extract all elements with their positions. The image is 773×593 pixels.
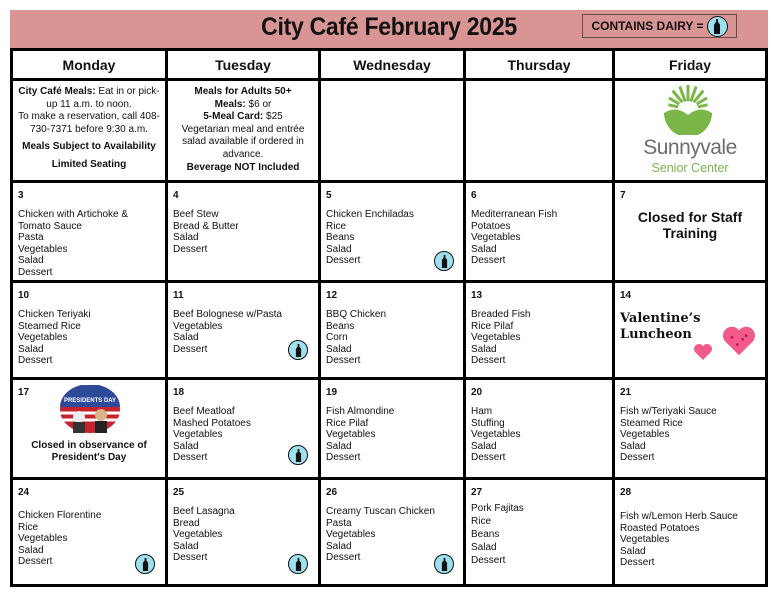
menu-item: Chicken with Artichoke & [18, 209, 129, 220]
special-event-line: Valentine’s [620, 311, 701, 326]
logo-name: Sunnyvale [643, 136, 737, 159]
menu-item: Salad [326, 540, 352, 552]
info-cell-meals [13, 81, 168, 183]
menu-item: Tomato Sauce [18, 220, 82, 232]
menu-item: Vegetables [173, 529, 223, 541]
menu-item: Fish w/Lemon Herb Sauce [620, 511, 738, 522]
day-number: 5 [326, 190, 332, 201]
day-cell [615, 380, 765, 480]
day-cell [615, 183, 765, 283]
day-cell [168, 380, 321, 480]
menu-item: Chicken Florentine [18, 510, 102, 521]
menu-list [471, 502, 524, 567]
menu-item: Bread & Butter [173, 220, 239, 232]
menu-item: Salad [620, 440, 646, 452]
menu-item: Dessert [173, 552, 208, 564]
menu-item: Beef Meatloaf [173, 406, 235, 417]
day-number: 26 [326, 487, 338, 498]
menu-item: Dessert [471, 555, 506, 566]
menu-item: Beans [326, 232, 355, 244]
menu-item: Breaded Fish [471, 309, 531, 320]
info-text: Beverage NOT Included [186, 161, 300, 173]
menu-item: Salad [18, 343, 44, 355]
day-number: 28 [620, 487, 632, 498]
menu-item: Steamed Rice [18, 320, 81, 332]
menu-item: Salad [471, 343, 497, 355]
info-text: Meals Subject to Availability [22, 141, 156, 153]
menu-list [18, 309, 91, 367]
menu-item: Vegetables [471, 232, 521, 244]
menu-item: Vegetables [326, 529, 376, 541]
heart-icon [693, 343, 713, 361]
menu-item: Potatoes [471, 220, 511, 232]
presidents-day-graphic [59, 385, 121, 440]
menu-item: Vegetables [326, 429, 376, 441]
menu-list [173, 209, 239, 255]
day-cell [466, 183, 615, 283]
menu-item: Dessert [326, 355, 361, 367]
menu-list [471, 406, 521, 464]
menu-item: Salad [173, 440, 199, 452]
info-cell-pricing [168, 81, 321, 183]
menu-item: Rice [18, 521, 39, 533]
menu-item: BBQ Chicken [326, 309, 387, 320]
info-label: Meals: [214, 98, 246, 110]
menu-item: Pasta [18, 232, 44, 244]
menu-item: Ham [471, 406, 493, 417]
day-cell [168, 480, 321, 584]
menu-list [620, 406, 717, 464]
day-cell [466, 380, 615, 480]
day-number: 19 [326, 387, 338, 398]
weekday-header-thursday: Thursday [466, 51, 615, 81]
menu-item: Rice Pilaf [326, 417, 369, 429]
menu-item: Fish Almondine [326, 406, 395, 417]
sunnyvale-logo-cell [615, 81, 765, 183]
menu-item: Beef Bolognese w/Pasta [173, 309, 282, 320]
menu-item: Vegetables [173, 320, 223, 332]
day-cell [466, 480, 615, 584]
sun-logo-icon [660, 83, 716, 135]
day-number: 4 [173, 190, 179, 201]
menu-item: Salad [471, 243, 497, 255]
menu-item: Vegetables [18, 533, 68, 545]
day-number: 21 [620, 387, 632, 398]
day-cell [321, 183, 466, 283]
menu-item: Beef Lasagna [173, 506, 235, 517]
menu-item: Salad [18, 255, 44, 267]
info-text: $6 or [245, 98, 272, 110]
day-number: 14 [620, 290, 632, 301]
menu-item: Dessert [620, 557, 655, 569]
weekday-header-tuesday: Tuesday [168, 51, 321, 81]
milk-bottle-icon [135, 554, 155, 574]
day-cell [13, 480, 168, 584]
day-cell [615, 480, 765, 584]
day-cell [321, 380, 466, 480]
menu-item: Dessert [18, 266, 53, 278]
menu-item: Dessert [18, 355, 53, 367]
menu-item: Roasted Potatoes [620, 522, 700, 534]
menu-list [18, 510, 101, 568]
menu-item: Dessert [620, 452, 655, 464]
weekday-header-wednesday: Wednesday [321, 51, 466, 81]
menu-item: Stuffing [471, 417, 505, 429]
menu-list [326, 309, 386, 367]
menu-list [620, 511, 738, 569]
menu-item: Creamy Tuscan Chicken [326, 506, 435, 517]
day-number: 27 [471, 487, 483, 498]
info-text: Limited Seating [51, 158, 127, 170]
day-number: 12 [326, 290, 338, 301]
day-number: 10 [18, 290, 30, 301]
menu-item: Dessert [173, 243, 208, 255]
day-cell [13, 183, 168, 283]
logo-subtitle: Senior Center [651, 161, 729, 175]
day-cell [321, 283, 466, 380]
menu-item: Salad [326, 440, 352, 452]
menu-item: Mediterranean Fish [471, 209, 558, 220]
menu-list [173, 309, 282, 355]
menu-item: Chicken Enchiladas [326, 209, 414, 220]
menu-item: Vegetables [18, 332, 68, 344]
valentines-luncheon-title [620, 311, 701, 343]
menu-item: Dessert [173, 343, 208, 355]
day-number: 17 [18, 387, 30, 398]
closed-notice: Closed for Staff Training [637, 209, 743, 241]
day-cell [168, 283, 321, 380]
menu-item: Mashed Potatoes [173, 417, 251, 429]
milk-bottle-icon [288, 445, 308, 465]
presidents-day-banner-text: PRESIDENTS DAY [63, 398, 117, 404]
milk-bottle-icon [434, 251, 454, 271]
menu-item: Fish w/Teriyaki Sauce [620, 406, 717, 417]
menu-item: Pork Fajitas [471, 503, 524, 514]
info-text: To make a reservation, call 408-730-7371 before 9:30 a.m. [18, 111, 160, 135]
menu-item: Steamed Rice [620, 417, 683, 429]
empty-cell [466, 81, 615, 183]
menu-list [471, 309, 530, 367]
menu-list [471, 209, 557, 267]
day-number: 13 [471, 290, 483, 301]
day-cell [615, 283, 765, 380]
menu-item: Dessert [18, 556, 53, 568]
menu-item: Dessert [471, 452, 506, 464]
heart-icon [721, 325, 757, 357]
info-label: 5-Meal Card: [203, 111, 264, 123]
empty-cell [321, 81, 466, 183]
menu-item: Salad [173, 232, 199, 244]
milk-bottle-icon [288, 554, 308, 574]
menu-item: Rice Pilaf [471, 320, 514, 332]
menu-item: Salad [326, 243, 352, 255]
info-text: $25 [263, 111, 283, 123]
menu-item: Dessert [326, 452, 361, 464]
day-number: 6 [471, 190, 477, 201]
menu-item: Corn [326, 332, 348, 344]
menu-item: Vegetables [620, 534, 670, 546]
menu-item: Beans [326, 320, 355, 332]
menu-list [18, 209, 128, 279]
menu-list [326, 209, 414, 267]
dairy-legend [582, 14, 737, 38]
day-cell [168, 183, 321, 283]
day-number: 18 [173, 387, 185, 398]
menu-item: Salad [471, 542, 497, 553]
menu-item: Dessert [471, 355, 506, 367]
menu-item: Rice [471, 516, 492, 527]
milk-bottle-icon [707, 16, 728, 37]
info-heading: Meals for Adults 50+ [194, 86, 292, 97]
day-number: 25 [173, 487, 185, 498]
menu-list [173, 406, 251, 464]
dairy-legend-label: CONTAINS DAIRY = [591, 19, 704, 33]
menu-list [326, 406, 394, 464]
day-cell [13, 380, 168, 480]
menu-item: Chicken Teriyaki [18, 309, 91, 320]
closed-notice [13, 440, 165, 464]
menu-item: Salad [326, 343, 352, 355]
weekday-header-friday: Friday [615, 51, 765, 81]
menu-item: Vegetables [620, 429, 670, 441]
closed-notice-line: President's Day [51, 452, 127, 463]
info-text: Vegetarian meal and entrée salad available if ordered in advance. [181, 123, 305, 160]
menu-item: Salad [18, 544, 44, 556]
menu-item: Salad [620, 545, 646, 557]
menu-item: Dessert [326, 552, 361, 564]
sunnyvale-logo [615, 81, 765, 180]
day-cell [321, 480, 466, 584]
day-number: 7 [620, 190, 626, 201]
milk-bottle-icon [288, 340, 308, 360]
menu-item: Vegetables [173, 429, 223, 441]
day-number: 3 [18, 190, 24, 201]
day-number: 20 [471, 387, 483, 398]
menu-item: Rice [326, 220, 347, 232]
menu-item: Salad [173, 540, 199, 552]
menu-item: Salad [173, 332, 199, 344]
menu-item: Dessert [326, 255, 361, 267]
menu-list [326, 506, 435, 564]
menu-item: Beef Stew [173, 209, 219, 220]
page-title: City Café February 2025 [261, 13, 517, 41]
menu-item: Dessert [173, 452, 208, 464]
calendar-grid [10, 48, 768, 587]
menu-item: Bread [173, 517, 200, 529]
menu-item: Vegetables [471, 332, 521, 344]
menu-item: Salad [471, 440, 497, 452]
milk-bottle-icon [434, 554, 454, 574]
info-label: City Café Meals: [18, 86, 96, 97]
closed-notice-line: Closed in observance of [31, 440, 147, 451]
day-number: 24 [18, 487, 30, 498]
weekday-header-monday: Monday [13, 51, 168, 81]
menu-item: Vegetables [471, 429, 521, 441]
menu-item: Pasta [326, 517, 352, 529]
title-banner [10, 10, 768, 48]
menu-list [173, 506, 235, 564]
menu-item: Vegetables [18, 243, 68, 255]
day-cell [466, 283, 615, 380]
day-number: 11 [173, 290, 184, 301]
menu-item: Dessert [471, 255, 506, 267]
day-cell [13, 283, 168, 380]
special-event-line: Luncheon [620, 327, 692, 342]
info-text: Eat in or pick-up 11 a.m. to noon. [46, 86, 160, 110]
menu-item: Beans [471, 529, 500, 540]
